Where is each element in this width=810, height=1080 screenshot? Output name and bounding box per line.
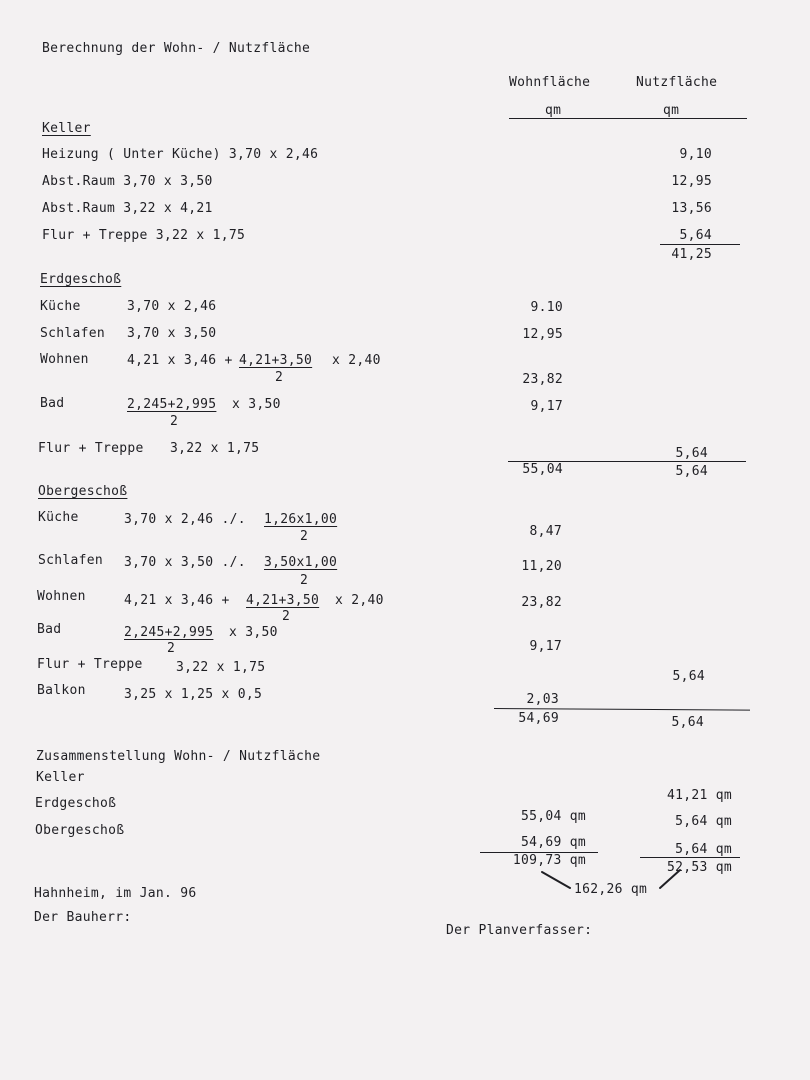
footer-planverfasser: Der Planverfasser:	[446, 923, 593, 938]
footer-place-date: Hahnheim, im Jan. 96	[34, 886, 197, 901]
eg-bad-numerator: 2,245+2,995	[127, 397, 217, 412]
og-schlafen-denominator: 2	[300, 573, 309, 588]
keller-row-label: Flur + Treppe 3,22 x 1,75	[42, 228, 246, 243]
keller-row-nutz: 9,10	[679, 147, 712, 162]
eg-bad-wohn: 9,17	[530, 399, 563, 414]
header-rule	[509, 118, 747, 119]
og-schlafen-wohn: 11,20	[521, 559, 562, 574]
og-bad-formula-post: x 3,50	[229, 625, 278, 640]
column-header-nutzflaeche: Nutzfläche	[636, 75, 718, 90]
eg-wohnen-formula-post: x 2,40	[332, 353, 381, 368]
og-schlafen-label: Schlafen	[38, 553, 104, 568]
og-bad-wohn: 9,17	[529, 639, 562, 654]
summary-keller-nutz: 41,21 qm	[666, 788, 732, 803]
og-kueche-label: Küche	[38, 510, 79, 525]
footer-bauherr: Der Bauherr:	[34, 910, 132, 925]
og-balkon-label: Balkon	[37, 683, 86, 698]
og-kueche-wohn: 8,47	[529, 524, 562, 539]
eg-schlafen-wohn: 12,95	[522, 327, 563, 342]
og-balkon-wohn: 2,03	[526, 692, 559, 707]
keller-row-label: Abst.Raum 3,22 x 4,21	[42, 201, 213, 216]
og-flur-label: Flur + Treppe	[37, 657, 143, 672]
keller-row-nutz: 12,95	[671, 174, 712, 189]
og-flur-nutz: 5,64	[672, 669, 705, 684]
eg-bad-denominator: 2	[170, 414, 179, 429]
og-wohnen-formula-pre: 4,21 x 3,46 +	[124, 593, 230, 608]
keller-row-label: Abst.Raum 3,70 x 3,50	[42, 174, 213, 189]
eg-schlafen-formula: 3,70 x 3,50	[127, 326, 217, 341]
summary-total-wohn: 109,73 qm	[512, 853, 586, 868]
section-heading-erdgeschoss: Erdgeschoß	[40, 272, 122, 287]
eg-wohnen-denominator: 2	[275, 370, 284, 385]
og-kueche-numerator: 1,26x1,00	[264, 512, 338, 527]
og-bad-numerator: 2,245+2,995	[124, 625, 214, 640]
eg-kueche-label: Küche	[40, 299, 81, 314]
og-bad-denominator: 2	[167, 641, 176, 656]
summary-eg-label: Erdgeschoß	[35, 796, 117, 811]
og-total-wohn: 54,69	[518, 711, 559, 726]
keller-row-nutz: 13,56	[671, 201, 712, 216]
eg-wohnen-formula-pre: 4,21 x 3,46 +	[127, 353, 233, 368]
og-wohnen-numerator: 4,21+3,50	[246, 593, 320, 608]
og-wohnen-wohn: 23,82	[521, 595, 562, 610]
og-balkon-formula: 3,25 x 1,25 x 0,5	[124, 687, 263, 702]
eg-wohnen-wohn: 23,82	[522, 372, 563, 387]
og-kueche-formula-pre: 3,70 x 2,46 ./.	[124, 512, 246, 527]
section-heading-keller: Keller	[42, 121, 91, 136]
eg-bad-label: Bad	[40, 396, 65, 411]
og-schlafen-numerator: 3,50x1,00	[264, 555, 338, 570]
column-unit-nutz: qm	[663, 103, 680, 118]
summary-eg-wohn: 55,04 qm	[520, 809, 586, 824]
keller-total-nutz: 41,25	[671, 247, 712, 262]
summary-og-nutz: 5,64 qm	[675, 842, 732, 857]
eg-total-nutz: 5,64	[675, 464, 708, 479]
document-title: Berechnung der Wohn- / Nutzfläche	[42, 41, 311, 56]
summary-nutz-rule	[640, 857, 740, 858]
og-bad-label: Bad	[37, 622, 62, 637]
column-unit-wohn: qm	[545, 103, 562, 118]
og-schlafen-formula-pre: 3,70 x 3,50 ./.	[124, 555, 246, 570]
og-kueche-denominator: 2	[300, 529, 309, 544]
eg-kueche-formula: 3,70 x 2,46	[127, 299, 217, 314]
summary-og-wohn: 54,69 qm	[520, 835, 586, 850]
summary-eg-nutz: 5,64 qm	[675, 814, 732, 829]
eg-wohnen-numerator: 4,21+3,50	[239, 353, 313, 368]
summary-keller-label: Keller	[36, 770, 85, 785]
og-flur-formula: 3,22 x 1,75	[176, 660, 266, 675]
eg-bad-formula-post: x 3,50	[232, 397, 281, 412]
eg-flur-nutz: 5,64	[675, 446, 708, 461]
summary-og-label: Obergeschoß	[35, 823, 125, 838]
keller-row-nutz: 5,64	[679, 228, 712, 243]
eg-wohnen-label: Wohnen	[40, 352, 89, 367]
section-heading-obergeschoss: Obergeschoß	[38, 484, 128, 499]
column-header-wohnflaeche: Wohnfläche	[509, 75, 591, 90]
eg-kueche-wohn: 9.10	[530, 300, 563, 315]
eg-schlafen-label: Schlafen	[40, 326, 106, 341]
eg-flur-label: Flur + Treppe	[38, 441, 144, 456]
summary-total-nutz: 52,53 qm	[666, 860, 732, 875]
keller-sum-rule	[660, 244, 740, 245]
og-wohnen-label: Wohnen	[37, 589, 86, 604]
og-total-nutz: 5,64	[671, 715, 704, 730]
keller-row-label: Heizung ( Unter Küche) 3,70 x 2,46	[42, 147, 319, 162]
og-wohnen-formula-post: x 2,40	[335, 593, 384, 608]
summary-heading: Zusammenstellung Wohn- / Nutzfläche	[36, 749, 321, 764]
og-wohnen-denominator: 2	[282, 609, 291, 624]
summary-grand-total: 162,26 qm	[574, 882, 648, 897]
eg-total-wohn: 55,04	[522, 462, 563, 477]
eg-flur-formula: 3,22 x 1,75	[170, 441, 260, 456]
